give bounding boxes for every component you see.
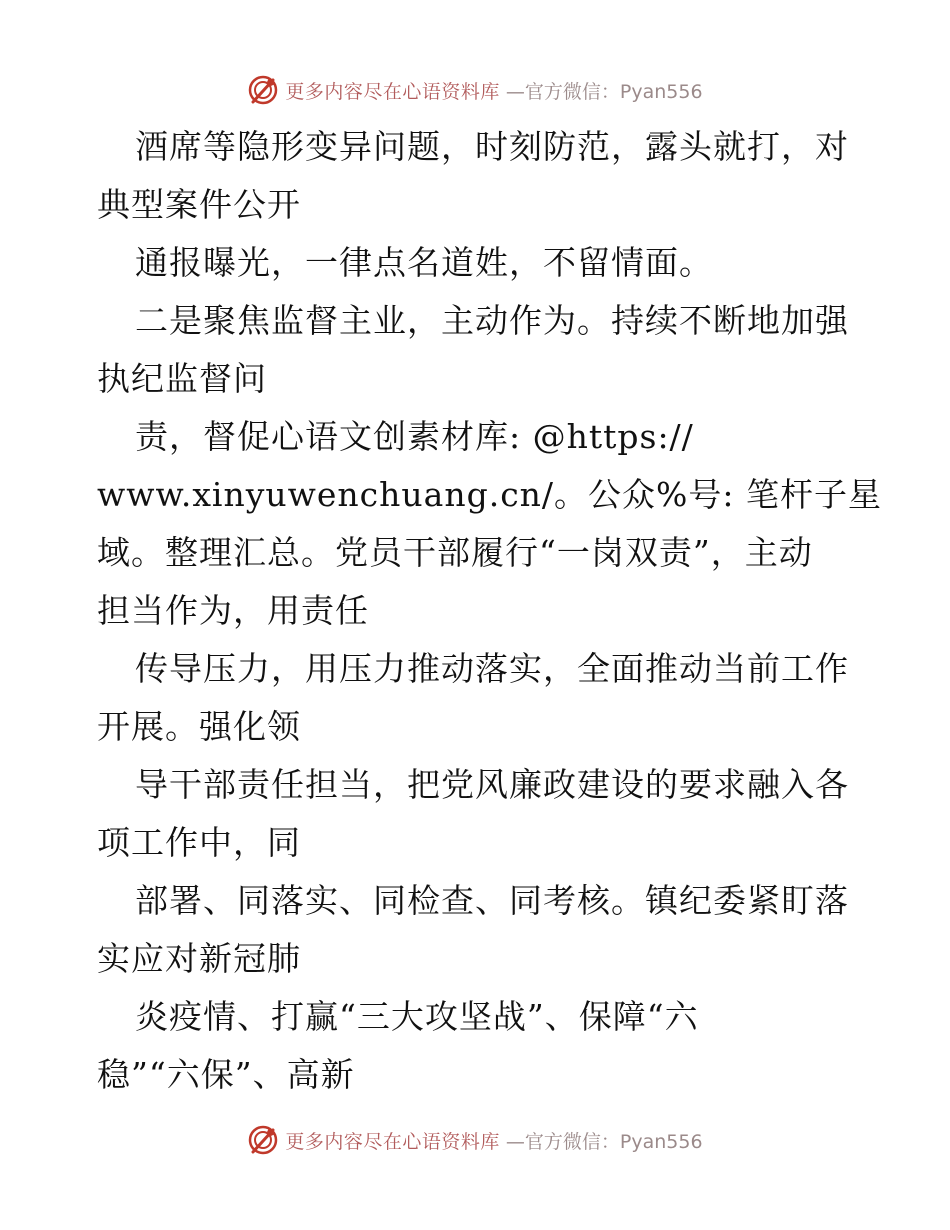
text-line: 通报曝光，一律点名道姓，不留情面。: [135, 243, 713, 282]
header-banner-suffix: —官方微信：Pyan556: [505, 80, 703, 103]
text-line: 担当作为，用责任: [97, 591, 369, 630]
pen-logo-icon: [247, 74, 279, 106]
text-line: 实应对新冠肺: [97, 939, 301, 978]
page-header: [0, 70, 950, 110]
text-line: 执纪监督问: [97, 359, 267, 398]
footer-banner: [247, 1124, 702, 1156]
text-line: 传导压力，用压力推动落实，全面推动当前工作: [135, 649, 849, 688]
header-banner-text: 更多内容尽在心语资料库: [285, 80, 500, 103]
text-line: 责，督促心语文创素材库: @https://: [135, 417, 694, 456]
text-line: www.xinyuwenchuang.cn/。公众%号: 笔杆子星: [97, 475, 883, 514]
footer-banner-suffix: —官方微信：Pyan556: [505, 1130, 703, 1153]
footer-banner-text: 更多内容尽在心语资料库: [285, 1130, 500, 1153]
text-line: 域。整理汇总。党员干部履行“一岗双责”，主动: [97, 533, 813, 572]
text-line: 开展。强化领: [97, 707, 301, 746]
text-line: 典型案件公开: [97, 185, 301, 224]
pen-logo-icon: [247, 1124, 279, 1156]
text-line: 项工作中，同: [97, 823, 301, 862]
page-footer: [0, 1120, 950, 1160]
text-line: 部署、同落实、同检查、同考核。镇纪委紧盯落: [135, 881, 849, 920]
document-body: [97, 118, 883, 1104]
text-line: 二是聚焦监督主业，主动作为。持续不断地加强: [135, 301, 849, 340]
text-line: 炎疫情、打赢“三大攻坚战”、保障“六: [135, 997, 699, 1036]
header-banner: [247, 74, 702, 106]
text-line: 导干部责任担当，把党风廉政建设的要求融入各: [135, 765, 849, 804]
text-line: 稳”“六保”、高新: [97, 1055, 355, 1094]
text-line: 酒席等隐形变异问题，时刻防范，露头就打，对: [135, 127, 849, 166]
